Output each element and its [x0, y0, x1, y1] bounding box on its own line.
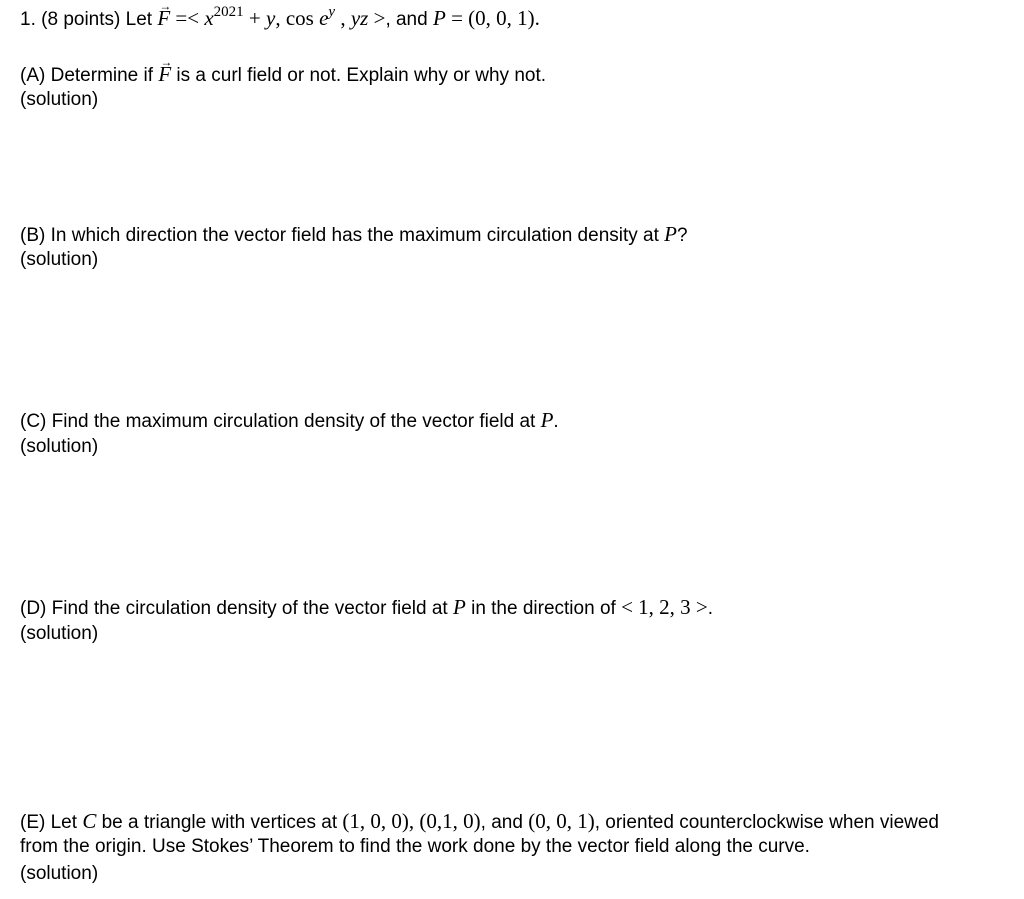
point-value: = (0, 0, 1)	[445, 6, 535, 30]
var-x: x	[204, 6, 214, 30]
direction-vector: < 1, 2, 3 >	[621, 595, 708, 619]
var-yz: yz	[350, 6, 369, 30]
field-close: >	[368, 6, 386, 30]
exponent: 2021	[213, 4, 244, 20]
vector-f: → F	[157, 5, 170, 31]
points-label: (8 points)	[41, 9, 121, 30]
field-open: =<	[170, 6, 205, 30]
vertex-3: (0, 0, 1)	[528, 809, 595, 833]
part-c-suffix: .	[553, 411, 559, 432]
part-d-prompt	[20, 594, 713, 622]
part-e-vertices-text: be a triangle with vertices at	[96, 812, 343, 833]
var-p-c: P	[540, 408, 554, 432]
part-d-suffix: .	[707, 598, 714, 619]
part-b-prefix: (B) In which direction the vector field has the maximum circulation density at	[20, 225, 665, 246]
var-p: P	[432, 6, 446, 30]
var-y: y	[266, 6, 276, 30]
part-c-solution: (solution)	[20, 436, 99, 457]
vertex-1: (1, 0, 0)	[342, 809, 409, 833]
separator: ,	[335, 6, 351, 30]
vector-f-a: → F	[158, 61, 171, 87]
var-e: e	[319, 6, 329, 30]
part-a-prefix: (A) Determine if	[20, 65, 159, 86]
part-c-prompt	[20, 407, 559, 435]
part-c-prefix: (C) Find the maximum circulation density of the vector field at	[20, 411, 541, 432]
part-e-prompt	[20, 808, 939, 836]
part-d-prefix: (D) Find the circulation density of the vector field at	[20, 598, 453, 619]
end-period: .	[534, 6, 540, 30]
plus: +	[243, 6, 267, 30]
part-e-line2: from the origin. Use Stokes’ Theorem to find the work done by the vector field along the curve.	[20, 836, 810, 857]
part-b-prompt	[20, 221, 688, 249]
cos-text: , cos	[275, 6, 320, 30]
exp-y: y	[328, 4, 336, 20]
part-a-solution: (solution)	[20, 89, 99, 110]
vertex-2: (0,1, 0)	[419, 809, 481, 833]
part-b-suffix: ?	[677, 225, 688, 246]
part-b-solution: (solution)	[20, 249, 99, 270]
part-e-prefix: (E) Let	[20, 812, 83, 833]
comma-1: ,	[408, 809, 420, 833]
part-a-suffix: is a curl field or not. Explain why or why not.	[171, 65, 547, 86]
part-e-solution: (solution)	[20, 863, 99, 884]
var-p-b: P	[664, 222, 677, 246]
var-p-d: P	[452, 595, 466, 619]
part-d-middle: in the direction of	[465, 598, 622, 619]
part-d-solution: (solution)	[20, 623, 99, 644]
part-e-rest: , oriented counterclockwise when viewed	[594, 812, 939, 833]
comma-2: , and	[480, 812, 529, 833]
part-a-prompt	[20, 61, 546, 89]
and-text: , and	[385, 9, 433, 30]
let-text: Let	[125, 9, 153, 30]
question-number: 1.	[20, 9, 36, 30]
var-c: C	[82, 809, 97, 833]
question-header	[20, 5, 540, 34]
